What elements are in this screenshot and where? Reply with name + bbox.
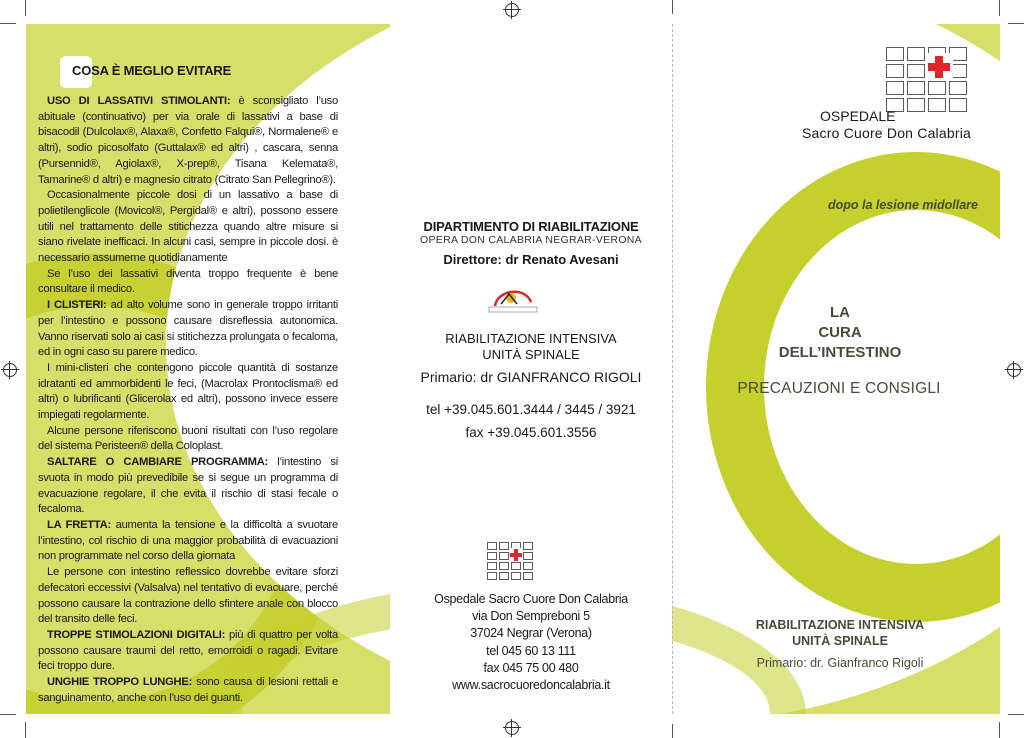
cover-unit-line-1: RIABILITAZIONE INTENSIVA bbox=[755, 618, 925, 632]
spinal-unit-logo bbox=[485, 284, 541, 314]
director-line: Direttore: dr Renato Avesani bbox=[443, 252, 619, 267]
hospital-word: OSPEDALE bbox=[820, 108, 896, 124]
fax-number: fax +39.045.601.3556 bbox=[465, 425, 597, 440]
registration-mark bbox=[1007, 363, 1021, 377]
address-name: Ospedale Sacro Cuore Don Calabria bbox=[434, 592, 628, 606]
hospital-address bbox=[392, 591, 670, 694]
paragraph: Le persone con intestino reflessico dovrebbe evitare sforzi defecatori eccessivi (Valsalva) nel tentativo di evacuare, perché possono causare la contrazione dello sfintere anale con blocco del transito delle feci. bbox=[38, 566, 338, 626]
paragraph: TROPPE STIMOLAZIONI DIGITALI: più di quattro per volta possono causare traumi del retto, emorroidi o ragadi. Evitare feci troppo dure. bbox=[38, 628, 338, 673]
crop-mark bbox=[25, 722, 26, 738]
registration-mark bbox=[505, 721, 519, 735]
crop-mark bbox=[0, 23, 16, 24]
address-street: via Don Sempreboni 5 bbox=[472, 609, 590, 624]
paragraph: I mini-clisteri che contengono piccole quantità di sostanze idratanti ed ammorbidenti le feci, (Macrolax Prontoclisma® ed altri) o lubrificanti (Glicerolax ed altri), possono invece essere impiegati regolarmente. bbox=[38, 361, 338, 422]
department-title: DIPARTIMENTO DI RIABILITAZIONE bbox=[423, 219, 639, 234]
hospital-name: Sacro Cuore Don Calabria bbox=[802, 125, 971, 141]
cover-subtitle: dopo la lesione midollare bbox=[827, 198, 978, 212]
crop-mark bbox=[1008, 23, 1024, 24]
address-web: www.sacrocuoredoncalabria.it bbox=[452, 678, 610, 693]
paragraph: LA FRETTA: aumenta la tensione e la difficoltà a svuotare l’intestino, col rischio di una maggior probabilità di evacuazioni non programmate nel corso della giornata bbox=[38, 518, 338, 563]
paragraph: SALTARE O CAMBIARE PROGRAMMA: l’intestino si svuota in modo più prevedibile se si segue un programma di evacuazione regolare, il che evita il rischio di stasi fecale o fecaloma. bbox=[38, 456, 338, 516]
cover-title-line-3: DELL’INTESTINO bbox=[778, 344, 902, 361]
primario-line: Primario: dr GIANFRANCO RIGOLI bbox=[420, 369, 642, 385]
cover-title-line-2: CURA bbox=[818, 324, 862, 341]
unit-line-2: UNITÀ SPINALE bbox=[482, 347, 580, 362]
red-cross-icon bbox=[509, 548, 523, 562]
address-tel: tel 045 60 13 111 bbox=[486, 643, 576, 658]
paragraph: Alcune persone riferiscono buoni risultati con l’uso regolare del sistema Peristeen® della Coloplast. bbox=[38, 424, 338, 453]
crop-mark bbox=[1008, 714, 1024, 715]
paragraph: Se l’uso dei lassativi diventa troppo frequente è bene consultare il medico. bbox=[38, 267, 338, 296]
crop-mark bbox=[672, 0, 673, 14]
opera-subtitle: OPERA DON CALABRIA NEGRAR-VERONA bbox=[420, 234, 642, 246]
crop-mark bbox=[25, 0, 26, 16]
cover-unit-line-2: UNITÀ SPINALE bbox=[792, 634, 888, 648]
paragraph: USO DI LASSATIVI STIMOLANTI: è sconsigliato l’uso abituale (continuativo) per via orale di lassativi a base di bisacodil (Dulcolax®, Alaxa®, Confetto Falqui®, Normalene® e altri), sodio picosolfato (Guttalax® ed altri) , cascara, senna (Pursennid®, Agiolax®, X-prep®, Tisana Kelemata®, Tamarine® d altri) e magnesio citrato (Citrato San Pellegrino®). bbox=[38, 95, 338, 186]
unit-line-1: RIABILITAZIONE INTENSIVA bbox=[445, 331, 617, 346]
cover-tagline: PRECAUZIONI E CONSIGLI bbox=[737, 380, 941, 397]
cover-primario: Primario: dr. Gianfranco Rigoli bbox=[756, 656, 924, 670]
hospital-logo-large bbox=[886, 47, 974, 119]
left-body-text bbox=[38, 94, 338, 706]
cover-title-line-1: LA bbox=[830, 304, 850, 321]
left-heading: COSA È MEGLIO EVITARE bbox=[72, 63, 232, 78]
paragraph: Occasionalmente piccole dosi di un lassativo a base di polietilenglicole (Movicol®, Pergidal® e altri), possono essere utili nel trattamento delle stitichezza quando altre misure si siano rivelate inefficaci. In alcuni casi, sempre in piccole dosi. è necessario assumerne quotidianamente bbox=[38, 189, 338, 265]
hospital-logo-small bbox=[487, 542, 535, 582]
crop-mark bbox=[0, 714, 16, 715]
paragraph: I CLISTERI: ad alto volume sono in generale troppo irritanti per l’intestino e possono causare disreflessia autonomica. Vanno riservati solo ai casi si stitichezza prolungata o fecaloma, ed in ogni caso su parere medico. bbox=[38, 299, 338, 359]
address-fax: fax 045 75 00 480 bbox=[483, 660, 579, 675]
crop-mark bbox=[999, 722, 1000, 738]
address-city: 37024 Negrar (Verona) bbox=[470, 626, 592, 641]
registration-mark bbox=[3, 363, 17, 377]
phone-numbers: tel +39.045.601.3444 / 3445 / 3921 bbox=[426, 402, 636, 417]
crop-mark bbox=[672, 724, 673, 738]
registration-mark bbox=[505, 3, 519, 17]
red-cross-icon bbox=[925, 53, 953, 81]
crop-mark bbox=[999, 0, 1000, 16]
fold-line bbox=[672, 24, 673, 714]
paragraph: UNGHIE TROPPO LUNGHE: sono causa di lesioni rettali e sanguinamento, anche con l’uso dei guanti. bbox=[38, 676, 339, 704]
